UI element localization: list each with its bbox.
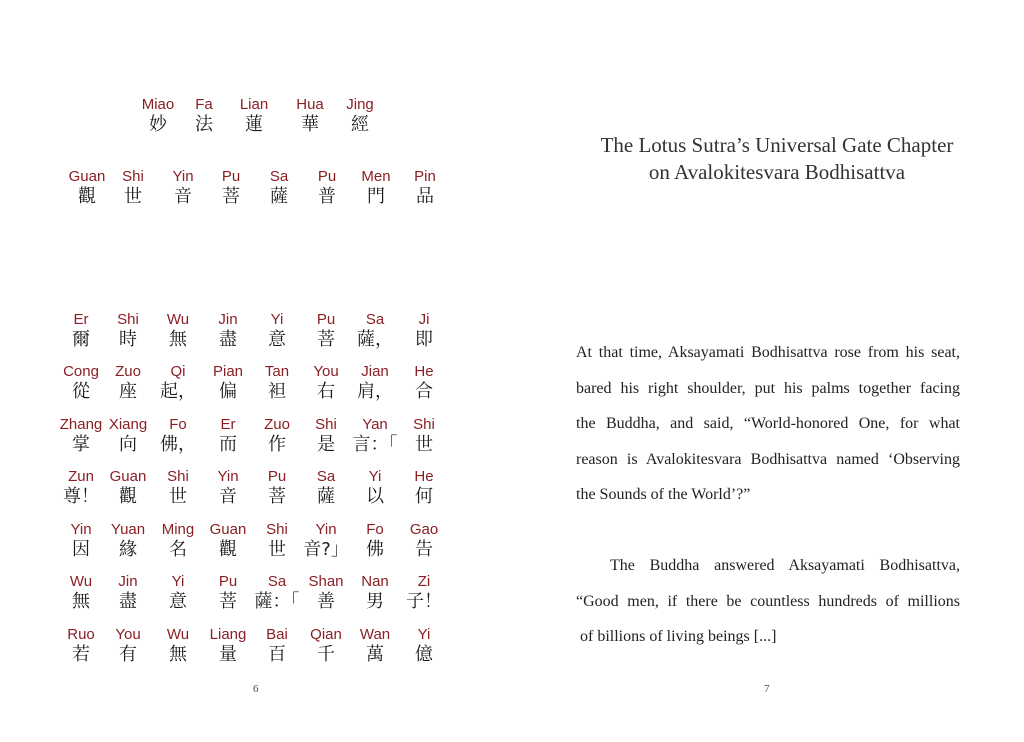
pinyin-label: Jin bbox=[218, 311, 238, 328]
chinese-character: 觀 bbox=[119, 486, 137, 507]
pinyin-label: Zhang bbox=[59, 416, 103, 433]
chinese-character: 菩 bbox=[317, 329, 335, 350]
pinyin-label: Men bbox=[361, 168, 391, 185]
pinyin-label: Fo bbox=[366, 521, 384, 538]
pinyin-label: Fa bbox=[195, 96, 213, 113]
pinyin-label: Pu bbox=[317, 168, 337, 185]
pinyin-label: Qian bbox=[310, 626, 342, 643]
pinyin-label: Fo bbox=[169, 416, 187, 433]
pinyin-label: Yi bbox=[417, 626, 431, 643]
chinese-character: 意 bbox=[268, 329, 286, 350]
chinese-character: 音 bbox=[219, 486, 237, 507]
chinese-character: 蓮 bbox=[245, 114, 263, 135]
pinyin-label: Wan bbox=[359, 626, 391, 643]
pinyin-label: Sa bbox=[267, 573, 287, 590]
pinyin-label: Jin bbox=[118, 573, 138, 590]
chinese-character: 盡 bbox=[219, 329, 237, 350]
chinese-character: 無 bbox=[169, 644, 187, 665]
pinyin-label: Yin bbox=[315, 521, 337, 538]
pinyin-label: Shi bbox=[117, 311, 139, 328]
page-number-left: 6 bbox=[253, 683, 259, 695]
english-title-line-1: The Lotus Sutra’s Universal Gate Chapter bbox=[600, 133, 954, 157]
chinese-character: 起， bbox=[160, 381, 196, 402]
pinyin-label: Yi bbox=[270, 311, 284, 328]
chinese-character: 觀 bbox=[78, 186, 96, 207]
glyph-cell bbox=[394, 521, 454, 561]
pinyin-label: Zi bbox=[417, 573, 431, 590]
chinese-character: 薩， bbox=[357, 329, 393, 350]
chinese-character: 何 bbox=[415, 486, 433, 507]
pinyin-label: Shan bbox=[308, 573, 344, 590]
paragraph-2 bbox=[576, 548, 960, 655]
chinese-character: 音?」 bbox=[303, 539, 349, 560]
pinyin-label: Sa bbox=[316, 468, 336, 485]
glyph-cell bbox=[330, 96, 390, 136]
pinyin-label: Pu bbox=[218, 573, 238, 590]
chinese-character: 世 bbox=[169, 486, 187, 507]
chinese-character: 是 bbox=[317, 434, 335, 455]
glyph-cell bbox=[394, 573, 454, 613]
chinese-character: 有 bbox=[119, 644, 137, 665]
glyph-cell bbox=[394, 468, 454, 508]
pinyin-label: Pu bbox=[221, 168, 241, 185]
chinese-character: 右 bbox=[317, 381, 335, 402]
pinyin-label: Yin bbox=[217, 468, 239, 485]
paragraph-1-line: bared his right shoulder, put his palms together facing bbox=[576, 379, 960, 397]
pinyin-label: Wu bbox=[166, 626, 190, 643]
pinyin-label: Liang bbox=[209, 626, 247, 643]
pinyin-label: Pu bbox=[267, 468, 287, 485]
chinese-character: 時 bbox=[119, 329, 137, 350]
pinyin-label: Ming bbox=[161, 521, 195, 538]
pinyin-label: Jing bbox=[346, 96, 374, 113]
chinese-character: 作 bbox=[268, 434, 286, 455]
chinese-character: 肩， bbox=[357, 381, 393, 402]
pinyin-label: Shi bbox=[413, 416, 435, 433]
chinese-character: 無 bbox=[72, 591, 90, 612]
pinyin-label: Er bbox=[220, 416, 236, 433]
chinese-character: 掌 bbox=[72, 434, 90, 455]
pinyin-label: Shi bbox=[167, 468, 189, 485]
chinese-character: 觀 bbox=[219, 539, 237, 560]
pinyin-label: Yi bbox=[171, 573, 185, 590]
chinese-character: 薩：「 bbox=[254, 591, 300, 612]
pinyin-label: Sa bbox=[269, 168, 289, 185]
chinese-character: 無 bbox=[169, 329, 187, 350]
chinese-character: 座 bbox=[119, 381, 137, 402]
right-page bbox=[512, 0, 1024, 742]
chinese-character: 法 bbox=[195, 114, 213, 135]
chinese-character: 名 bbox=[169, 539, 187, 560]
chinese-character: 若 bbox=[72, 644, 90, 665]
english-title-line-2: on Avalokitesvara Bodhisattva bbox=[648, 160, 906, 184]
chinese-character: 告 bbox=[415, 539, 433, 560]
pinyin-label: Yuan bbox=[110, 521, 146, 538]
chinese-character: 菩 bbox=[222, 186, 240, 207]
pinyin-label: Guan bbox=[209, 521, 247, 538]
chinese-character: 妙 bbox=[149, 114, 167, 135]
chinese-character: 言：「 bbox=[352, 434, 398, 455]
chinese-character: 薩 bbox=[270, 186, 288, 207]
chinese-character: 袒 bbox=[268, 381, 286, 402]
chinese-character: 品 bbox=[416, 186, 434, 207]
paragraph-2-line: of billions of living beings [...] bbox=[580, 628, 777, 645]
chinese-character: 緣 bbox=[119, 539, 137, 560]
pinyin-label: Bai bbox=[266, 626, 288, 643]
pinyin-label: Ji bbox=[418, 311, 430, 328]
paragraph-1-line: the Buddha, and said, “World-honored One, for what bbox=[576, 415, 960, 432]
pinyin-label: Qi bbox=[170, 363, 186, 380]
pinyin-label: Zuo bbox=[264, 416, 290, 433]
pinyin-label: You bbox=[115, 626, 141, 643]
paragraph-1-line: the Sounds of the World’?” bbox=[576, 486, 751, 503]
pinyin-label: Miao bbox=[141, 96, 175, 113]
glyph-cell bbox=[394, 416, 454, 456]
chinese-character: 從 bbox=[72, 381, 90, 402]
chinese-character: 合 bbox=[415, 381, 433, 402]
pinyin-label: Lian bbox=[239, 96, 269, 113]
pinyin-label: Guan bbox=[68, 168, 106, 185]
glyph-cell bbox=[394, 626, 454, 666]
chinese-character: 即 bbox=[415, 329, 433, 350]
chinese-character: 世 bbox=[268, 539, 286, 560]
chinese-character: 爾 bbox=[72, 329, 90, 350]
pinyin-label: Xiang bbox=[108, 416, 148, 433]
pinyin-label: Zun bbox=[68, 468, 94, 485]
pinyin-label: Nan bbox=[361, 573, 389, 590]
chinese-character: 向 bbox=[119, 434, 137, 455]
paragraph-1-line: reason is Avalokitesvara Bodhisattva named ‘Observing bbox=[576, 450, 960, 468]
chinese-character: 世 bbox=[124, 186, 142, 207]
chinese-character: 億 bbox=[415, 644, 433, 665]
glyph-cell bbox=[395, 168, 455, 208]
paragraph-2-line: “Good men, if there be countless hundreds of millions bbox=[576, 592, 960, 610]
chinese-character: 萬 bbox=[366, 644, 384, 665]
pinyin-label: He bbox=[414, 363, 434, 380]
pinyin-label: Yin bbox=[172, 168, 194, 185]
pinyin-label: Yi bbox=[368, 468, 382, 485]
chinese-character: 佛， bbox=[160, 434, 196, 455]
glyph-cell bbox=[394, 311, 454, 351]
chinese-character: 因 bbox=[72, 539, 90, 560]
chinese-character: 門 bbox=[367, 186, 385, 207]
chinese-character: 尊！ bbox=[63, 486, 99, 507]
paragraph-1-line: At that time, Aksayamati Bodhisattva rose from his seat, bbox=[576, 344, 960, 361]
pinyin-label: He bbox=[414, 468, 434, 485]
pinyin-label: Shi bbox=[122, 168, 144, 185]
paragraph-2-line: The Buddha answered Aksayamati Bodhisattva, bbox=[610, 557, 960, 574]
pinyin-label: Yan bbox=[362, 416, 388, 433]
chinese-character: 意 bbox=[169, 591, 187, 612]
pinyin-label: Er bbox=[73, 311, 89, 328]
pinyin-label: Wu bbox=[166, 311, 190, 328]
pinyin-label: Pian bbox=[212, 363, 244, 380]
pinyin-label: Yin bbox=[70, 521, 92, 538]
pinyin-label: Ruo bbox=[67, 626, 95, 643]
pinyin-label: Sa bbox=[365, 311, 385, 328]
glyph-cell bbox=[394, 363, 454, 403]
chinese-character: 子！ bbox=[406, 591, 442, 612]
pinyin-label: Hua bbox=[296, 96, 324, 113]
chinese-character: 佛 bbox=[366, 539, 384, 560]
chinese-character: 偏 bbox=[219, 381, 237, 402]
chinese-character: 男 bbox=[366, 591, 384, 612]
pinyin-label: Pin bbox=[414, 168, 436, 185]
chinese-character: 量 bbox=[219, 644, 237, 665]
pinyin-label: Tan bbox=[264, 363, 290, 380]
chinese-character: 普 bbox=[318, 186, 336, 207]
chinese-character: 華 bbox=[301, 114, 319, 135]
chinese-character: 善 bbox=[317, 591, 335, 612]
pinyin-label: Guan bbox=[109, 468, 147, 485]
chinese-character: 經 bbox=[351, 114, 369, 135]
pinyin-label: Jian bbox=[361, 363, 389, 380]
chinese-character: 音 bbox=[174, 186, 192, 207]
page-number-right: 7 bbox=[764, 683, 770, 695]
pinyin-label: Gao bbox=[409, 521, 439, 538]
paragraph-1 bbox=[576, 335, 960, 513]
glyph-cell bbox=[224, 96, 284, 136]
chinese-character: 百 bbox=[268, 644, 286, 665]
pinyin-label: Zuo bbox=[115, 363, 141, 380]
pinyin-label: Wu bbox=[69, 573, 93, 590]
pinyin-label: You bbox=[313, 363, 339, 380]
chinese-character: 以 bbox=[366, 486, 384, 507]
chinese-character: 世 bbox=[415, 434, 433, 455]
chinese-character: 千 bbox=[317, 644, 335, 665]
pinyin-label: Cong bbox=[63, 363, 99, 380]
english-title bbox=[567, 132, 987, 186]
pinyin-label: Shi bbox=[266, 521, 288, 538]
chinese-character: 菩 bbox=[268, 486, 286, 507]
chinese-character: 盡 bbox=[119, 591, 137, 612]
pinyin-label: Pu bbox=[316, 311, 336, 328]
chinese-character: 薩 bbox=[317, 486, 335, 507]
chinese-character: 菩 bbox=[219, 591, 237, 612]
pinyin-label: Shi bbox=[315, 416, 337, 433]
chinese-character: 而 bbox=[219, 434, 237, 455]
